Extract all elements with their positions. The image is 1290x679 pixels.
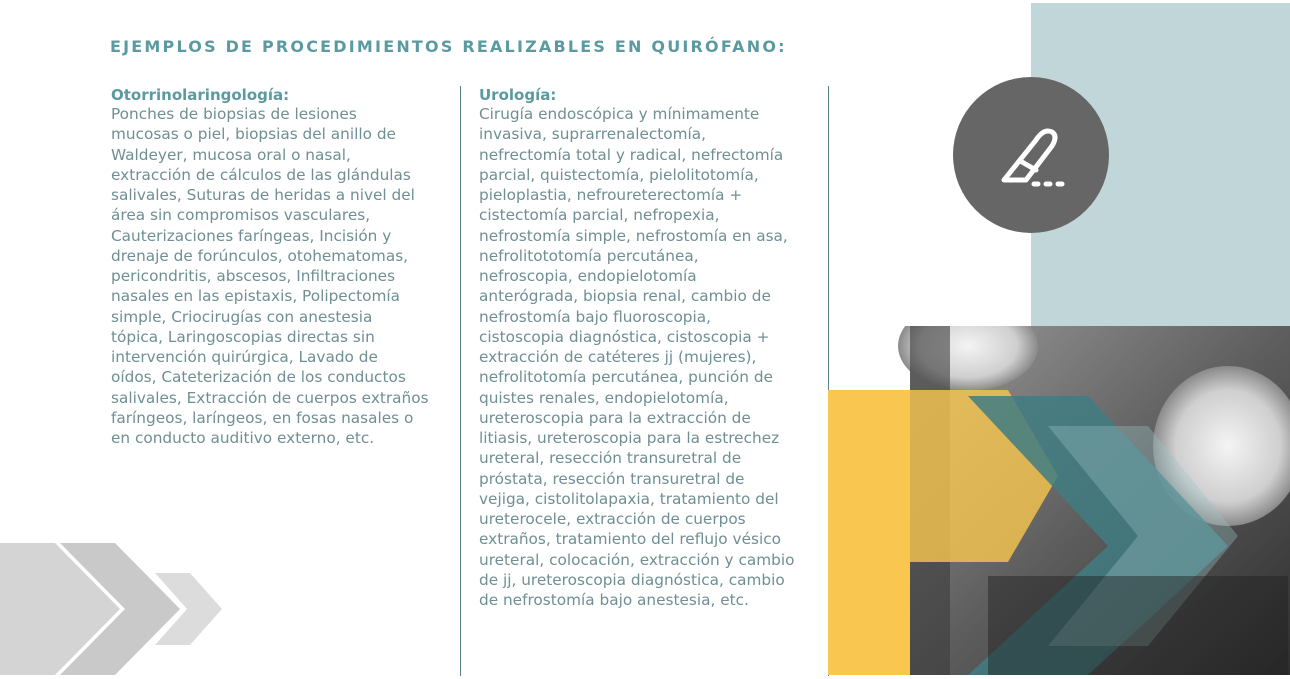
section-urologia [479,86,819,610]
body-line: de nefrostomía bajo anestesia, etc. [479,591,749,609]
section-body [111,104,446,448]
body-line: Cauterizaciones faríngeas, Incisión y [111,226,392,245]
body-line: salivales, Extracción de cuerpos extraños [111,388,429,407]
body-line: salivales, Suturas de heridas a nivel del [111,186,415,204]
icon-badge [953,77,1109,233]
body-line: ureteral, colocación, extracción y cambio [479,550,795,569]
body-line: anterógrada, biopsia renal, cambio de [479,287,771,306]
body-line: nefrolitotomía percutánea, punción de [479,368,773,387]
body-line: extracción de cálculos de las glándulas [111,165,411,184]
body-line: área sin compromisos vasculares, [111,206,371,225]
operating-room-photo [828,326,1290,675]
body-line: ureteral, resección transuretral de [479,449,742,468]
body-line: vejiga, cistolitolapaxia, tratamiento del [479,489,779,508]
body-line: drenaje de forúnculos, otohematomas, [111,246,409,265]
body-line: faríngeos, laríngeos, en fosas nasales o [111,408,414,427]
body-line: Ponches de biopsias de lesiones [111,105,357,123]
body-line: en conducto auditivo externo, etc. [111,429,375,447]
chevron-decoration [0,543,230,675]
scalpel-icon [986,110,1076,200]
body-line: tópica, Laringoscopias directas sin [111,327,375,346]
body-line: pericondritis, abscesos, Infiltraciones [111,267,396,285]
body-line: Waldeyer, mucosa oral o nasal, [111,145,351,164]
section-body [479,104,819,610]
section-heading: Otorrinolaringología: [111,86,290,104]
body-line: nasales en las epistaxis, Polipectomía [111,287,400,306]
divider-left [460,86,461,676]
section-otorrino [111,86,446,448]
body-line: parcial, quistectomía, pielolitotomía, [479,165,759,184]
body-line: nefrectomía total y radical, nefrectomía [479,145,784,164]
body-line: mucosas o piel, biopsias del anillo de [111,125,396,144]
body-line: litiasis, ureteroscopia para la estrechez [479,429,780,447]
body-line: nefroscopia, endopielotomía [479,267,697,285]
body-line: simple, Criocirugías con anestesia [111,307,373,326]
body-line: ureteroscopia para la extracción de [479,408,751,427]
body-line: extracción de catéteres jj (mujeres), [479,348,757,366]
body-line: nefrostomía simple, nefrostomía en asa, [479,226,788,245]
body-line: extraños, tratamiento del reflujo vésico [479,530,781,549]
page-title: EJEMPLOS DE PROCEDIMIENTOS REALIZABLES EN QUIRÓFANO: [110,37,787,56]
body-line: nefrolitototomía percutánea, [479,246,699,265]
body-line: de jj, ureteroscopia diagnóstica, cambio [479,570,785,589]
body-line: intervención quirúrgica, Lavado de [111,348,378,366]
body-line: pieloplastia, nefroureterectomía + [479,186,743,204]
body-line: quistes renales, endopielotomía, [479,388,729,407]
body-line: cistectomía parcial, nefropexia, [479,206,720,225]
body-line: cistoscopia diagnóstica, cistoscopia + [479,327,770,346]
body-line: nefrostomía bajo fluoroscopia, [479,307,712,326]
body-line: ureterocele, extracción de cuerpos [479,510,746,528]
body-line: oídos, Cateterización de los conductos [111,368,406,387]
body-line: Cirugía endoscópica y mínimamente [479,105,760,123]
body-line: invasiva, suprarrenalectomía, [479,125,707,144]
body-line: próstata, resección transuretral de [479,469,745,488]
section-heading: Urología: [479,86,557,104]
